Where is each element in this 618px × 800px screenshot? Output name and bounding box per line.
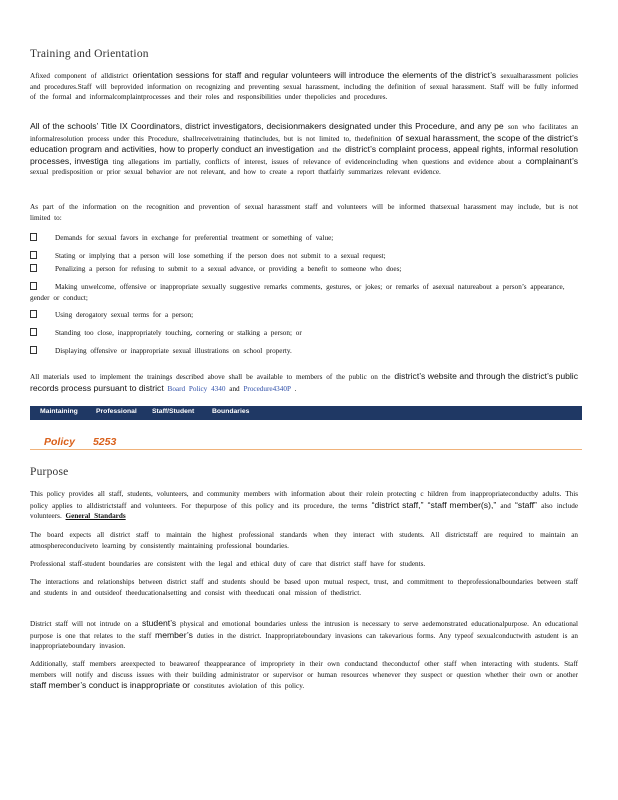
board-policy-4340-link[interactable]: Board Policy 4340 bbox=[167, 384, 226, 393]
list-item bbox=[30, 233, 570, 244]
text-fragment: Additionally, staff members areexpected to beawareof theappearance of impropriety in their own conductand theconductof other staff when interacting with students. Staff members will notify and discuss issues with their building administrator or supervisor or human resources whenever they suspect or question whether their own or another bbox=[30, 660, 578, 679]
text-fragment: and bbox=[229, 384, 240, 393]
band-word: Boundaries bbox=[212, 408, 250, 415]
list-item-text: Demands for sexual favors in exchange for preferential treatment or something of value; bbox=[55, 234, 334, 242]
paragraph-additionally bbox=[30, 659, 578, 692]
text-emphasis: All of the schools’ Title IX Coordinators, district investigators, decisionmakers designated under this Procedure, and any pe bbox=[30, 121, 504, 131]
list-item-text: Penalizing a person for refusing to submit to a sexual advance, or providing a benefit to someone who does; bbox=[55, 265, 402, 273]
text-emphasis: district’s website and through the district’s public records process pursuant to district bbox=[30, 371, 579, 393]
text-emphasis: student’s bbox=[141, 618, 177, 628]
paragraph-training-intro bbox=[30, 70, 578, 103]
list-item bbox=[30, 310, 570, 321]
band-word: Maintaining bbox=[40, 408, 78, 415]
bullet-box-icon bbox=[30, 282, 37, 290]
text-fragment: . bbox=[294, 384, 297, 393]
text-fragment: Afixed component of alldistrict bbox=[30, 72, 129, 80]
text-fragment: and the bbox=[317, 146, 342, 154]
list-item-text: Standing too close, inappropriately touching, cornering or stalking a person; or bbox=[55, 329, 302, 337]
band-word: Staff/Student bbox=[152, 408, 195, 415]
procedure-4340p-link[interactable]: Procedure4340P bbox=[243, 384, 291, 393]
paragraph-materials-availability bbox=[30, 371, 578, 394]
text-emphasis: orientation sessions for staff and regular volunteers will introduce the elements of the district’s bbox=[132, 70, 497, 80]
text-fragment: All materials used to implement the trainings described above shall be available to members of the public on the bbox=[30, 373, 391, 381]
policy-number: 5253 bbox=[92, 436, 117, 448]
paragraph-intrusion bbox=[30, 618, 578, 652]
text-fragment: son who facilitates an informalresolution process under this Procedure, shallreceivetraining thatincludes, but is not limited to, thedefinition bbox=[30, 123, 578, 143]
text-fragment: This policy provides all staff, students, volunteers, and community members with information about their rolein protecting c hildren from inappropriateconductby adults. This policy applies to alldistrictstaff and volunteers. For thepurpose of this policy and its procedure, the terms bbox=[30, 490, 578, 510]
policy-label: Policy bbox=[44, 436, 75, 448]
text-fragment: sexualharassment policies and procedures.Staff will beprovided information on recognizing and preventing sexual harassment, including the definition of sexual harassment. Staff will be fully informed of the formal and informalcomplaintprocesses and their roles and responsibilities under thepolicies and procedures. bbox=[30, 72, 578, 101]
list-item bbox=[30, 346, 570, 357]
text-fragment: duties in the district. Inappropriateboundary invasions can takevarious forms. Any typeof sexualconductwith astudent is an inappropriateboundary invasion. bbox=[30, 631, 579, 650]
text-fragment: physical and emotional boundaries unless the intrusion is necessary to serve aedemonstrated educationalpurpose. An educational purpose is one that relates to the staff bbox=[30, 620, 578, 640]
text-fragment: sexual predisposition or prior sexual behavior are not relevant, and how to create a report thatfairly summarizes relevant evidence. bbox=[30, 168, 441, 176]
section-heading-purpose: Purpose bbox=[30, 466, 69, 478]
term-staff-members: “staff member(s),” bbox=[427, 499, 497, 510]
general-standards-heading: General Standards bbox=[65, 512, 126, 520]
text-fragment: and bbox=[500, 501, 511, 510]
text-emphasis: district’s complaint process, appeal rights, informal resolution processes, investiga bbox=[30, 144, 578, 166]
text-fragment: also include volunteers. bbox=[30, 501, 579, 520]
list-item-text: Making unwelcome, offensive or inappropriate sexually suggestive remarks comments, gestures, or jokes; or remarks of asexual natureabout a person’s appearance, gender or conduct; bbox=[30, 283, 565, 302]
list-item-text: Displaying offensive or inappropriate sexual illustrations on school property. bbox=[55, 347, 292, 355]
paragraph-harassment-includes: As part of the information on the recognition and prevention of sexual harassment staff and volunteers will be informed thatsexual harassment may include, but is not limited to: bbox=[30, 203, 578, 222]
section-heading-training: Training and Orientation bbox=[30, 48, 149, 60]
text-fragment: ting allegations im partially, conflicts of interest, issues of relevance of evidenceincluding when questions and evidence about a bbox=[112, 157, 522, 166]
policy-underline-divider bbox=[30, 449, 582, 450]
text-emphasis: complainant’s bbox=[525, 155, 578, 166]
paragraph-professional-boundaries: Professional staff-student boundaries are consistent with the legal and ethical duty of care that district staff have for students. bbox=[30, 560, 426, 568]
paragraph-purpose-intro bbox=[30, 489, 578, 522]
list-item bbox=[30, 264, 570, 275]
text-fragment: constitutes aviolation of this policy. bbox=[193, 682, 305, 690]
paragraph-interactions: The interactions and relationships between district staff and students should be based upon mutual respect, trust, and commitment to theprofessionalboundaries between staff and students in and outsideof theeducationalsetting and consist with theeducati onal mission of thedistrict. bbox=[30, 578, 578, 597]
list-item bbox=[30, 328, 570, 339]
bullet-box-icon bbox=[30, 251, 37, 259]
bullet-box-icon bbox=[30, 328, 37, 336]
bullet-box-icon bbox=[30, 264, 37, 272]
list-item-text: Using derogatory sexual terms for a person; bbox=[55, 311, 194, 319]
list-item bbox=[30, 282, 570, 303]
bullet-box-icon bbox=[30, 310, 37, 318]
text-emphasis: member’s bbox=[155, 629, 193, 640]
text-emphasis: of sexual harassment, the scope of the district’s education program and activities, how to properly conduct an investigation bbox=[30, 132, 579, 154]
term-staff: “staff” bbox=[515, 499, 537, 510]
bullet-box-icon bbox=[30, 233, 37, 241]
bullet-box-icon bbox=[30, 346, 37, 354]
term-district-staff: “district staff,” bbox=[371, 499, 424, 510]
policy-number-heading bbox=[44, 436, 116, 448]
policy-title-band bbox=[30, 406, 582, 420]
text-emphasis: staff member’s conduct is inappropriate or bbox=[30, 680, 191, 690]
band-word: Professional bbox=[96, 408, 137, 415]
list-item bbox=[30, 251, 570, 262]
list-item-text: Stating or implying that a person will lose something if the person does not submit to a sexual request; bbox=[55, 252, 386, 260]
text-fragment: District staff will not intrude on a bbox=[30, 620, 139, 628]
paragraph-title-ix-training bbox=[30, 121, 578, 178]
paragraph-board-expects: The board expects all district staff to maintain the highest professional standards when they interact with students. All districtstaff are required to maintain an atmosphereconduciveto learning by consistently maintaining professional boundaries. bbox=[30, 531, 578, 550]
